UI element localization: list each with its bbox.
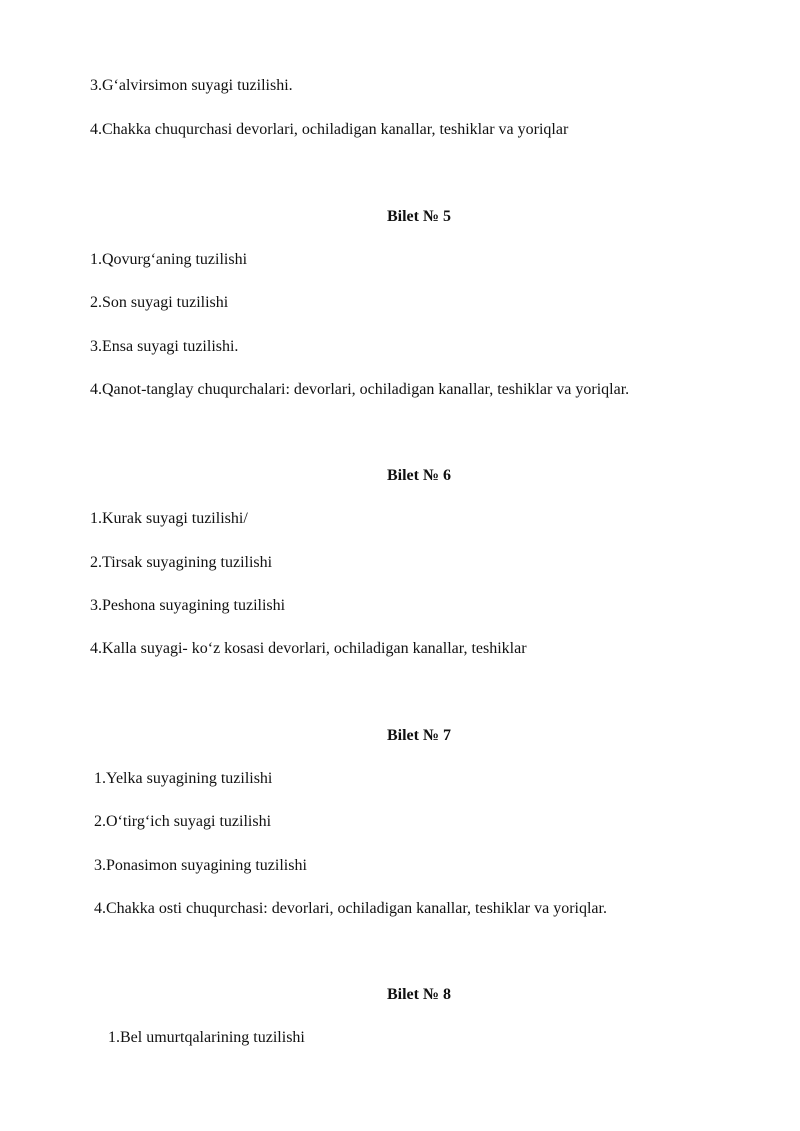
question-item: 4.Chakka chuqurchasi devorlari, ochiladigan kanallar, teshiklar va yoriqlar	[90, 121, 569, 138]
ticket-title: Bilet № 6	[386, 467, 452, 484]
question-item: 1.Qovurg‘aning tuzilishi	[90, 251, 248, 268]
question-item: 1.Bel umurtqalarining tuzilishi	[108, 1029, 305, 1046]
question-item: 2.Son suyagi tuzilishi	[90, 294, 229, 311]
ticket-title: Bilet № 5	[386, 208, 452, 225]
question-item: 4.Chakka osti chuqurchasi: devorlari, ochiladigan kanallar, teshiklar va yoriqlar.	[94, 900, 607, 917]
ticket-title: Bilet № 7	[386, 727, 452, 744]
question-item: 1.Yelka suyagining tuzilishi	[94, 770, 273, 787]
question-item: 2.O‘tirg‘ich suyagi tuzilishi	[94, 813, 272, 830]
ticket-title: Bilet № 8	[386, 986, 452, 1003]
question-item: 3.Peshona suyagining tuzilishi	[90, 597, 286, 614]
question-item: 2.Tirsak suyagining tuzilishi	[90, 554, 273, 571]
question-item: 3.G‘alvirsimon suyagi tuzilishi.	[90, 77, 293, 94]
question-item: 3.Ensa suyagi tuzilishi.	[90, 338, 239, 355]
question-item: 1.Kurak suyagi tuzilishi/	[90, 510, 248, 527]
question-item: 4.Kalla suyagi- ko‘z kosasi devorlari, ochiladigan kanallar, teshiklar	[90, 640, 527, 657]
question-item: 4.Qanot-tanglay chuqurchalari: devorlari, ochiladigan kanallar, teshiklar va yoriqlar.	[90, 381, 630, 398]
question-item: 3.Ponasimon suyagining tuzilishi	[94, 857, 307, 874]
